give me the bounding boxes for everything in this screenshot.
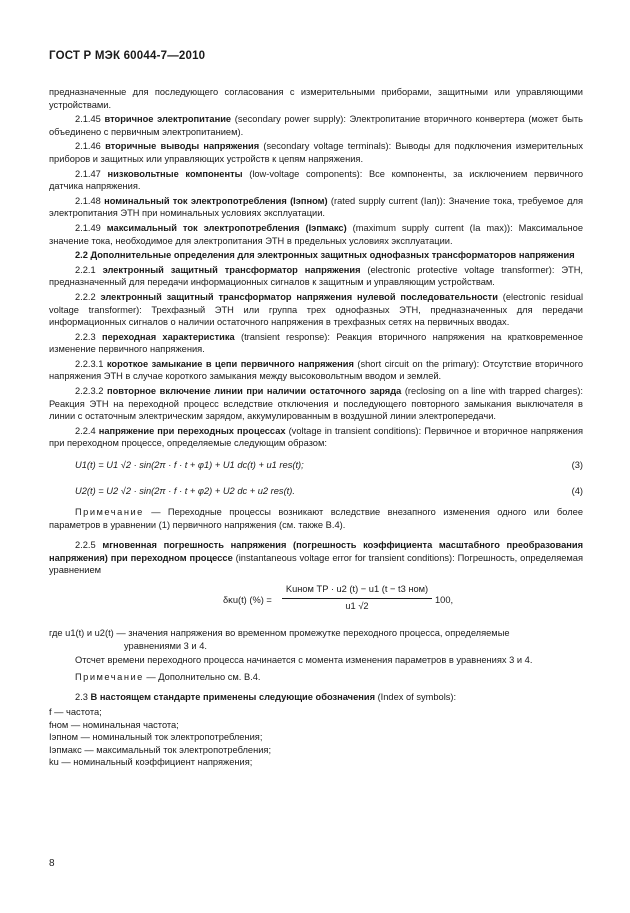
clause-number: 2.1.47 xyxy=(75,168,108,179)
term: короткое замыкание в цепи первичного напряжения xyxy=(106,358,354,369)
definition-text: (transient response): Реакция вторичного напряжения на кратковременное изменение первичного напряжения. xyxy=(49,331,583,355)
clause-number: 2.2.3.2 xyxy=(75,386,107,397)
numerator: Kuном TP · u2 (t) − u1 (t − t3 ном) xyxy=(282,583,432,599)
symbol-entry: f — частота; xyxy=(49,706,102,717)
definition-text: (electronic residual voltage transformer): Трехфазный ЭТН или группа трех однофазных ЭТН, предназначенных для передачи информационных сигналов о наличии остаточного напряжения в трехфазных сетях на первичных вводах. xyxy=(49,291,584,328)
note-label: Примечание xyxy=(75,671,144,682)
where-clause-continuation: уравнениями 3 и 4. xyxy=(124,640,207,651)
note-1 xyxy=(49,506,583,531)
definition-text: (instantaneous voltage error for transient conditions): Погрешность, определяемая уравнением xyxy=(49,552,584,576)
clause-number: 2.3 xyxy=(75,692,91,703)
term: низковольтные компоненты xyxy=(107,168,243,179)
equation-formula: U1(t) = U1 √2 · sin(2π · f · t + φ1) + U1 dc(t) + u1 res(t); xyxy=(75,460,304,471)
equation-lhs: δκu(t) (%) = xyxy=(223,595,272,605)
paragraph: предназначенные для последующего согласования с измерительными приборами, защитными или управляющими устройствами. xyxy=(49,87,583,110)
equation-5 xyxy=(49,583,583,617)
equation-formula: U2(t) = U2 √2 · sin(2π · f · t + φ2) + U2 dc + u2 res(t). xyxy=(75,486,295,497)
symbol-entry: fном — номинальная частота; xyxy=(49,719,179,730)
definition-2-2-3-2 xyxy=(49,385,583,423)
symbol-entry: Iэпном — номинальный ток электропотребления; xyxy=(49,732,263,743)
page-number: 8 xyxy=(49,858,55,869)
term: электронный защитный трансформатор напряжения нулевой последовательности xyxy=(100,291,498,302)
equation-4 xyxy=(49,482,583,502)
clause-number: 2.2.5 xyxy=(75,540,103,551)
definition-text: (maximum supply current (Ia max)): Максимальное значение тока, необходимое для электропитания ЭТН в предельных условиях эксплуатации. xyxy=(49,222,584,246)
clause-number: 2.2.3 xyxy=(75,331,102,342)
note-text: — Дополнительно см. В.4. xyxy=(143,671,261,682)
definition-text: (reclosing on a line with trapped charges): Реакция ЭТН на переходной процесс вследствие отключения и последующего повторного замыкания выключателя в линии с остаточным электрическим зарядом, аккумулированным в воздушной линии электропередачи. xyxy=(49,386,584,422)
term: вторичное электропитание xyxy=(104,114,232,125)
symbol-entry: Iэпмакс — максимальный ток электропотребления; xyxy=(49,744,272,755)
clause-number: 2.2.1 xyxy=(75,264,103,275)
definition-2-2-4 xyxy=(49,425,583,450)
term: электронный защитный трансформатор напряжения xyxy=(102,264,361,275)
section-2-3 xyxy=(49,691,583,704)
definition-text: (short circuit on the primary): Отсутствие вторичного напряжения ЭТН в случае короткого замыкания между высоковольтным вводом и землей. xyxy=(49,358,584,382)
term: переходная характеристика xyxy=(102,331,235,342)
equation-3 xyxy=(49,456,583,476)
fraction xyxy=(282,583,432,612)
page-header: ГОСТ Р МЭК 60044-7—2010 xyxy=(49,50,206,62)
definition-2-1-49 xyxy=(49,222,583,247)
note-text: — Переходные процессы возникают вследствие внезапного изменения одного или более параметров в уравнении (1) первичного напряжения (см. также В.4). xyxy=(49,507,583,530)
term: мгновенная погрешность напряжения (погрешность коэффициента масштабного преобразования напряжения) при переходном процессе xyxy=(49,540,583,563)
definition-text: (electronic protective voltage transformer): ЭТН, предназначенный для передачи информационных сигналов к защитным и управляющим устройствам. xyxy=(49,264,584,288)
definition-2-2-5 xyxy=(49,539,583,577)
definition-text: (secondary power supply): Электропитание вторичного конвертера (может быть объединено с первичным электропитанием). xyxy=(49,114,583,137)
clause-number: 2.1.46 xyxy=(75,141,106,152)
clause-number: 2.2.3.1 xyxy=(75,358,107,369)
where-clause: где u1(t) и u2(t) — значения напряжения во временном промежутке переходного процесса, определяемые xyxy=(49,628,510,638)
clause-number: 2.2.4 xyxy=(75,425,99,436)
clause-number: 2.1.49 xyxy=(75,222,107,233)
clause-number: 2.2.2 xyxy=(75,291,101,302)
document-body xyxy=(49,86,583,769)
term: вторичные выводы напряжения xyxy=(105,141,260,152)
definition-2-2-1 xyxy=(49,264,583,289)
definition-2-2-2 xyxy=(49,291,583,329)
equation-rhs: 100, xyxy=(435,595,454,605)
term: повторное включение линии при наличии остаточного заряда xyxy=(106,386,402,397)
equation-number: (4) xyxy=(571,486,583,497)
section-heading-2-2: 2.2 Дополнительные определения для электронных защитных однофазных трансформаторов напряжения xyxy=(75,250,575,261)
definition-2-1-45 xyxy=(49,113,583,138)
paragraph: Отсчет времени переходного процесса начинается с момента изменения параметров в уравнениях 3 и 4. xyxy=(75,655,533,666)
note-label: Примечание xyxy=(75,507,144,518)
definition-text: (rated supply current (Iап)): Значение тока, требуемое для электропитания ЭТН при номинальных условиях эксплуатации. xyxy=(49,195,583,219)
definition-2-2-3 xyxy=(49,331,583,356)
definition-text: (secondary voltage terminals): Выводы для подключения измерительных приборов и защитных или управляющих устройств к цепям напряжения. xyxy=(49,141,583,164)
term: напряжение при переходных процессах xyxy=(98,425,286,436)
definition-text: (voltage in transient conditions): Первичное и вторичное напряжения при переходном процессе, определяемые следующим образом: xyxy=(49,425,583,449)
clause-number: 2.1.48 xyxy=(75,195,105,206)
definition-2-2-3-1 xyxy=(49,358,583,383)
definition-text: (Index of symbols): xyxy=(375,692,457,703)
symbol-entry: ku — номинальный коэффициент напряжения; xyxy=(49,757,253,768)
denominator: u1 √2 xyxy=(345,600,369,611)
definition-text: (low-voltage components): Все компоненты, за исключением первичного датчика напряжения. xyxy=(49,168,583,192)
term: номинальный ток электропотребления (Iэпном) xyxy=(104,195,328,206)
definition-2-1-47 xyxy=(49,168,583,193)
definition-2-1-48 xyxy=(49,195,583,220)
clause-number: 2.1.45 xyxy=(75,114,105,125)
equation-number: (3) xyxy=(571,460,583,471)
term: В настоящем стандарте применены следующие обозначения xyxy=(90,692,375,703)
note-2 xyxy=(49,671,583,684)
definition-2-1-46 xyxy=(49,140,583,165)
term: максимальный ток электропотребления (Iэпмакс) xyxy=(106,222,347,233)
